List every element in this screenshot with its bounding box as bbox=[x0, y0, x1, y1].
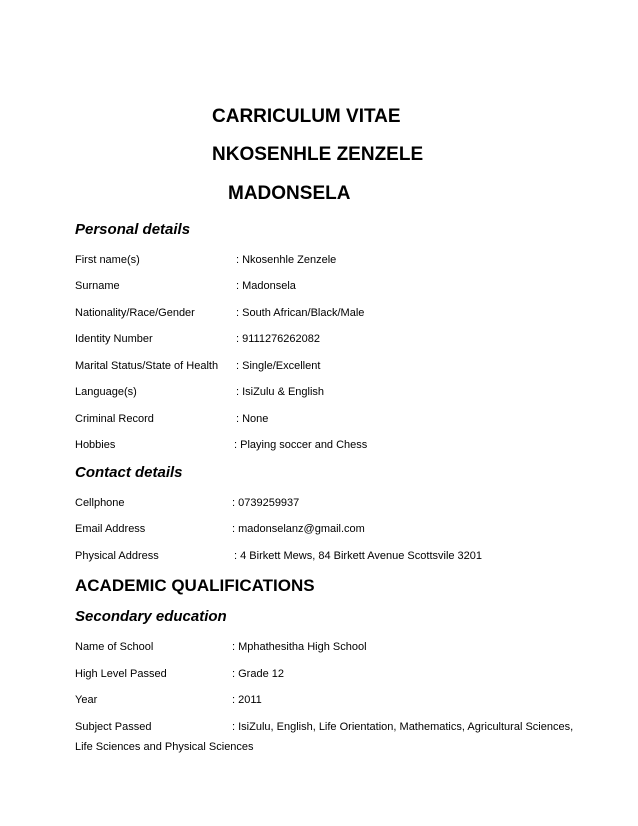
row-label: Name of School bbox=[75, 641, 154, 653]
row-label: Marital Status/State of Health bbox=[75, 360, 219, 372]
row-label: Language(s) bbox=[75, 386, 137, 398]
row-label: Identity Number bbox=[75, 333, 153, 345]
row-value: : None bbox=[236, 413, 269, 425]
row-value: : Single/Excellent bbox=[236, 360, 321, 372]
row-value: : 4 Birkett Mews, 84 Birkett Avenue Scottsvile 3201 bbox=[234, 550, 483, 562]
row-label: Cellphone bbox=[75, 497, 125, 509]
name-line-1: NKOSENHLE ZENZELE bbox=[212, 144, 424, 165]
row-value: : madonselanz@gmail.com bbox=[232, 523, 365, 535]
row-label: Physical Address bbox=[75, 550, 159, 562]
row-label: High Level Passed bbox=[75, 668, 167, 680]
row-value: : Playing soccer and Chess bbox=[234, 439, 368, 451]
row-value: : Nkosenhle Zenzele bbox=[236, 254, 337, 266]
row-label: Year bbox=[75, 694, 98, 706]
row-label: Surname bbox=[75, 280, 120, 292]
secondary-education-heading: Secondary education bbox=[75, 608, 227, 625]
row-value: : 9111276262082 bbox=[236, 333, 321, 345]
row-value: : 0739259937 bbox=[232, 497, 300, 509]
contact-details-heading: Contact details bbox=[75, 464, 183, 481]
subjects-continued: Life Sciences and Physical Sciences bbox=[75, 741, 254, 753]
row-label: Email Address bbox=[75, 523, 146, 535]
personal-details-heading: Personal details bbox=[75, 221, 191, 238]
row-value: : Madonsela bbox=[236, 280, 296, 292]
row-label: Nationality/Race/Gender bbox=[75, 307, 195, 319]
name-line-2: MADONSELA bbox=[228, 183, 351, 204]
row-value: : Grade 12 bbox=[232, 668, 284, 680]
row-value: : Mphathesitha High School bbox=[232, 641, 367, 653]
row-label: First name(s) bbox=[75, 254, 140, 266]
row-value: : 2011 bbox=[232, 694, 262, 706]
row-label: Criminal Record bbox=[75, 413, 154, 425]
row-label: Hobbies bbox=[75, 439, 116, 451]
row-label: Subject Passed bbox=[75, 721, 152, 733]
row-value: : IsiZulu & English bbox=[236, 386, 325, 398]
cv-title: CARRICULUM VITAE bbox=[212, 106, 401, 127]
row-value: : IsiZulu, English, Life Orientation, Mathematics, Agricultural Sciences, bbox=[232, 721, 574, 733]
academic-qualifications-heading: ACADEMIC QUALIFICATIONS bbox=[75, 576, 315, 595]
row-value: : South African/Black/Male bbox=[236, 307, 365, 319]
